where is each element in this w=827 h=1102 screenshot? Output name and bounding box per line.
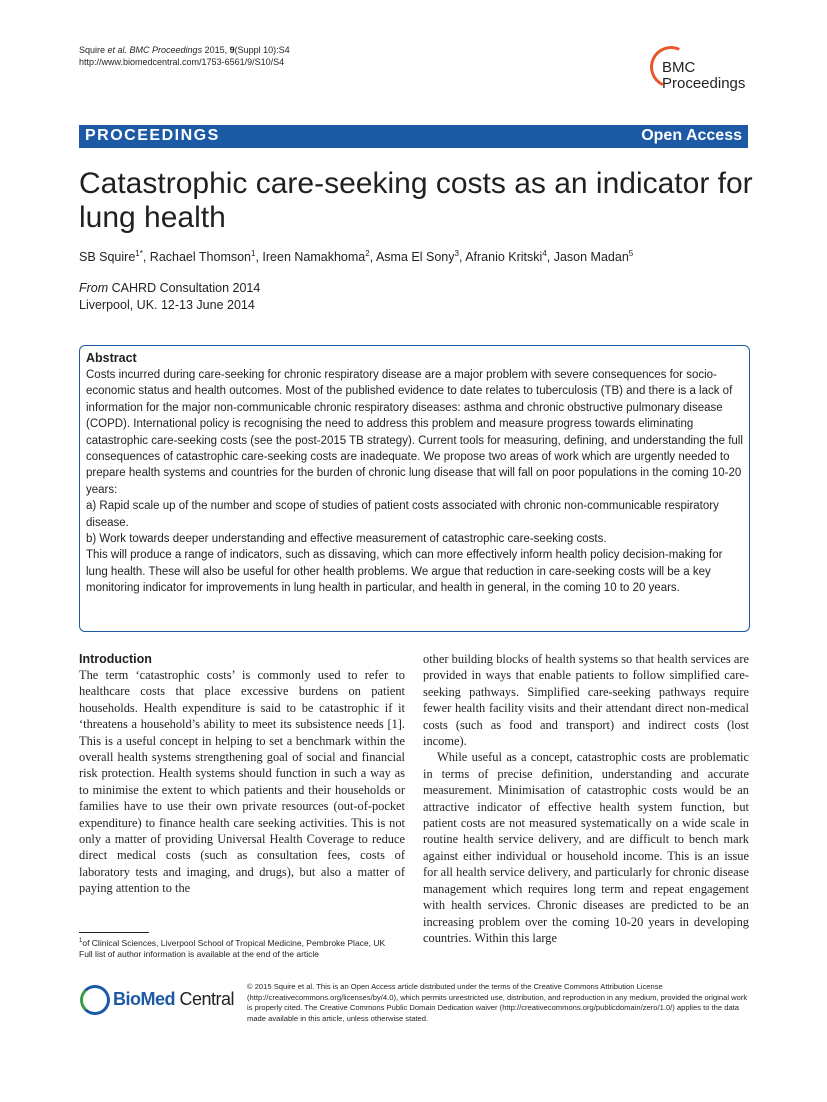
citation-line: Squire et al. BMC Proceedings 2015, 9(Suppl 10):S4 (79, 45, 290, 55)
biomed-circle-icon (80, 985, 110, 1015)
body-column-right (423, 651, 749, 946)
logo-line1: BMC (662, 59, 696, 76)
author[interactable]: Jason Madan$^5$ (553, 249, 634, 265)
license-text: © 2015 Squire et al. This is an Open Access article distributed under the terms of the Creative Commons Attribution License (http://creativecommons.org/licenses/by/4.0), which permits unrestricted use, distribution, and reproduction in any medium, provided the original work is properly cited. The Creative Commons Public Domain Dedication waiver (http://creativecommons.org/publicdomain/zero/1.0/) applies to the data made available in this article, unless otherwise stated. (247, 982, 748, 1023)
open-access-label: Open Access (641, 127, 742, 144)
author[interactable]: Rachael Thomson$^1$ (149, 249, 256, 265)
abstract-paragraph: b) Work towards deeper understanding and effective measurement of catastrophic care-seeking costs. (86, 533, 607, 546)
author[interactable]: Asma El Sony$^3$ (375, 249, 459, 265)
body-paragraph: While useful as a concept, catastrophic costs are problematic in terms of precise definition, understanding and accurate measurement. Minimisation of catastrophic costs would be an attractive indicator of effective health system function, but patient costs are not measured systematically on a wide scale in routine health service delivery, and are difficult to bench mark against either individual or household income. This is an issue for all health service delivery, and particularly for chronic disease management which requires long term and repeat engagement with health services. Chronic diseases are predicted to be an increasing problem over the coming 10-20 years in developing countries. Within this large (423, 750, 749, 945)
logo-line2: Proceedings (662, 75, 746, 92)
abstract-paragraph: This will produce a range of indicators, such as dissaving, which can more effectively inform health policy decision-making for lung health. These will also be useful for other health problems. We argue that reduction in care-seeking costs will be a key monitoring indicator for improvements in lung health in particular, and health in general, in the coming 10 to 20 years. (86, 549, 723, 595)
citation-header (79, 44, 290, 68)
abstract-paragraph: a) Rapid scale up of the number and scope of studies of patient costs associated with chronic non-communicable respiratory disease. (86, 500, 719, 529)
footnote: $^1$of Clinical Sciences, Liverpool School of Tropical Medicine, Pembroke Place, UK Full list of author information is available at the end of the article (79, 937, 386, 959)
abstract-paragraph: Costs incurred during care-seeking for chronic respiratory disease are a major problem with severe consequences for socio-economic status and health outcomes. Most of the published evidence to date relates to tuberculosis (TB) and there is a lack of information for the major non-communicable chronic respiratory diseases: asthma and chronic obstructive pulmonary disease (COPD). International policy is recognising the need to address this problem and measure progress towards eliminating catastrophic care-seeking costs (see the post-2015 TB strategy). Current tools for measuring, defining, and understanding the full consequences of catastrophic care-seeking costs are inadequate. We propose two areas of work which are urgently needed to prepare health systems and countries for the burden of chronic lung disease that will fall on poor populations in the coming 10-20 years: (86, 369, 743, 496)
body-column-left (79, 651, 405, 897)
author[interactable]: Ireen Namakhoma$^2$ (262, 249, 370, 265)
conference-info: From CAHRD Consultation 2014 Liverpool, UK. 12-13 June 2014 (79, 281, 261, 312)
author[interactable]: Afranio Kritski$^4$ (465, 249, 547, 265)
section-banner (79, 125, 748, 148)
banner-type: PROCEEDINGS (85, 127, 220, 144)
article-url[interactable]: http://www.biomedcentral.com/1753-6561/9/S10/S4 (79, 57, 285, 67)
biomed-central-logo: BioMed Central (80, 985, 240, 1019)
footnote-divider (79, 932, 149, 933)
author[interactable]: SB Squire$^{1*}$ (79, 249, 143, 265)
body-paragraph: The term ‘catastrophic costs’ is commonly used to refer to healthcare costs that place excessive burdens on patient households. Health expenditure is said to be catastrophic if it ‘threatens a household’s ability to meet its subsistence needs [1]. This is a useful concept in helping to set a benchmark within the overall health systems strengthening goal of social and financial risk protection. Health systems should function in such a way as to minimise the extent to which patients and their households or families have to use their own private resources (out-of-pocket expenditure) to finance health care seeking activities. This is not only a matter of providing Universal Health Coverage to reduce direct medical costs (such as consultation fees, costs of laboratory tests and imaging, and drugs), but also a matter of paying attention to the (79, 668, 405, 896)
abstract-heading: Abstract (86, 351, 137, 365)
bmc-proceedings-logo (650, 42, 760, 102)
author-list: SB Squire$^{1*}$, Rachael Thomson$^1$, Ireen Namakhoma$^2$, Asma El Sony$^3$, Afranio Kritski$^4$, Jason Madan$^5$ (79, 249, 634, 265)
introduction-heading: Introduction (79, 652, 152, 666)
article-title: Catastrophic care-seeking costs as an indicator for lung health (79, 167, 753, 234)
body-paragraph: other building blocks of health systems so that health services are provided in ways that enable patients to follow simplified care-seeking pathways. Simplified care-seeking pathways require fewer health facility visits and their attendant direct non-medical costs (such as food and transport) and indirect costs (lost income). (423, 652, 749, 749)
abstract-box (79, 345, 750, 632)
